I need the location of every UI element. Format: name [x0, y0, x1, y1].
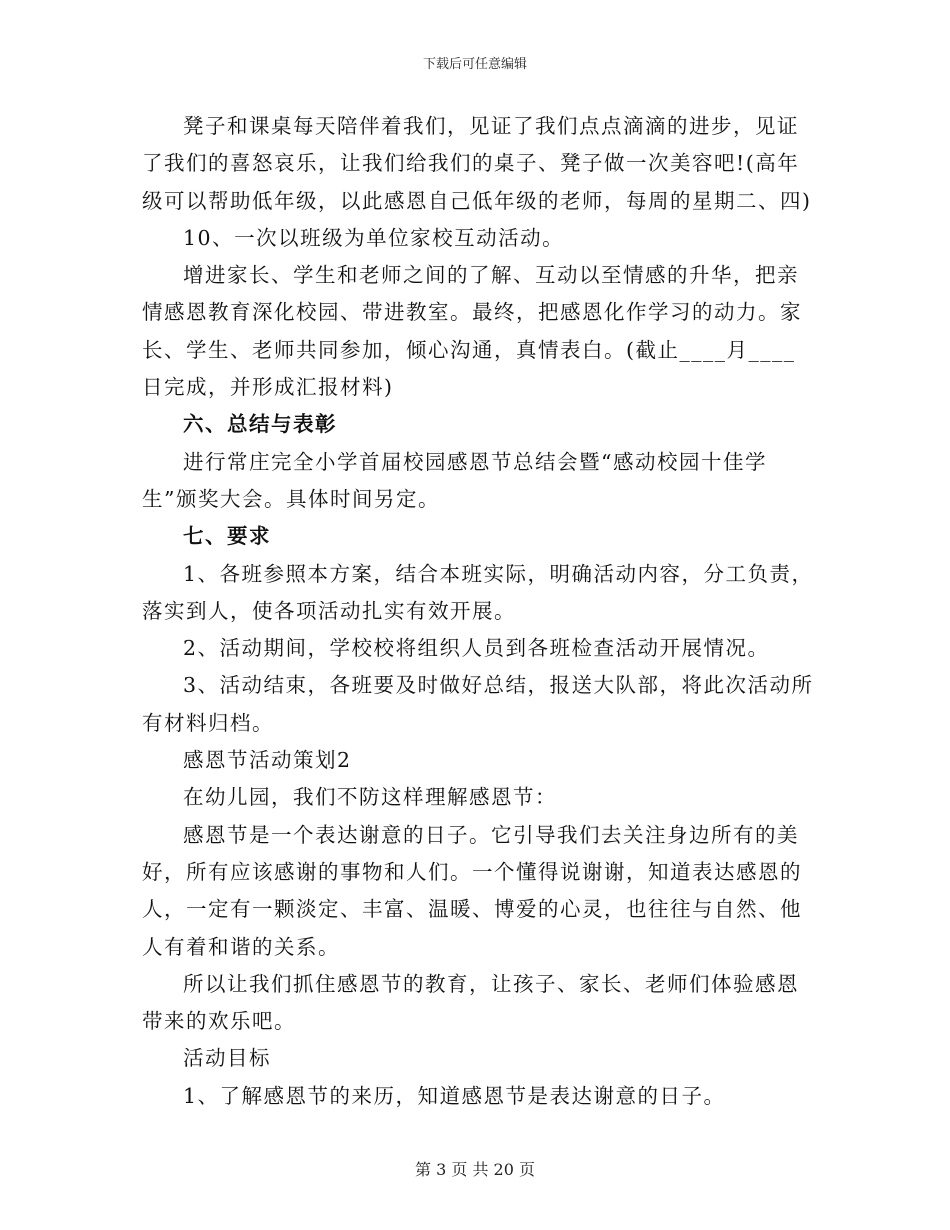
paragraph: 1、各班参照本方案，结合本班实际，明确活动内容，分工负责，落实到人，使各项活动扎实有效开展。	[142, 561, 814, 623]
section-heading: 七、要求	[183, 524, 271, 549]
paragraph: 在幼儿园，我们不防这样理解感恩节：	[183, 785, 557, 810]
paragraph: 增进家长、学生和老师之间的了解、互动以至情感的升华，把亲情感恩教育深化校园、带进教室。最终，把感恩化作学习的动力。家长、学生、老师共同参加，倾心沟通，真情表白。(截止____月____日完成，并形成汇报材料)	[142, 263, 802, 400]
paragraph: 10、一次以班级为单位家校互动活动。	[183, 225, 565, 250]
paragraph: 1、了解感恩节的来历，知道感恩节是表达谢意的日子。	[183, 1083, 726, 1108]
paragraph: 进行常庄完全小学首届校园感恩节总结会暨“感动校园十佳学生”颁奖大会。具体时间另定。	[142, 449, 767, 511]
paragraph: 3、活动结束，各班要及时做好总结，报送大队部，将此次活动所有材料归档。	[142, 673, 814, 735]
paragraph: 2、活动期间，学校校将组织人员到各班检查活动开展情况。	[183, 636, 770, 661]
paragraph: 所以让我们抓住感恩节的教育，让孩子、家长、老师们体验感恩带来的欢乐吧。	[142, 971, 799, 1034]
section-heading: 六、总结与表彰	[183, 412, 337, 437]
paragraph: 凳子和课桌每天陪伴着我们，见证了我们点点滴滴的进步，见证了我们的喜怒哀乐，让我们给我们的桌子、凳子做一次美容吧!(高年级可以帮助低年级，以此感恩自己低年级的老师，每周的星期二、四)	[142, 114, 812, 213]
subtitle: 感恩节活动策划2	[183, 748, 352, 773]
page-number-footer: 第 3 页 共 20 页	[415, 1160, 535, 1179]
paragraph: 感恩节是一个表达谢意的日子。它引导我们去关注身边所有的美好，所有应该感谢的事物和人们。一个懂得说谢谢，知道表达感恩的人，一定有一颗淡定、丰富、温暖、博爱的心灵，也往往与自然、他人有着和谐的关系。	[142, 822, 802, 959]
subtitle: 活动目标	[183, 1046, 271, 1071]
document-body	[142, 108, 814, 1115]
page-header-note: 下载后可任意编辑	[422, 57, 527, 72]
